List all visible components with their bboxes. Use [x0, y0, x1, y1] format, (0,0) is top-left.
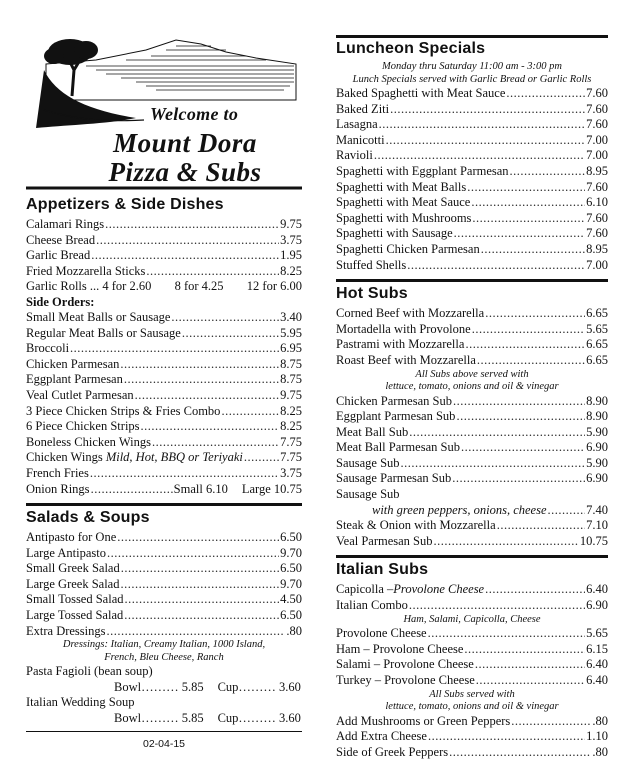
- hot-subs-title: Hot Subs: [336, 285, 408, 303]
- menu-item: Veal Parmesan Sub ..... 10.75: [336, 534, 608, 550]
- salads-title: Salads & Soups: [26, 509, 150, 527]
- menu-item: Sausage Parmesan Sub ..... 6.90: [336, 471, 608, 487]
- chicken-wings-item: Chicken Wings Mild, Hot, BBQ or Teriyaki ..... 7.75: [26, 450, 302, 466]
- menu-item: Sausage Sub ..... 5.90: [336, 456, 608, 472]
- luncheon-title: Luncheon Specials: [336, 40, 486, 57]
- menu-item: French Fries ..... 3.75: [26, 466, 302, 482]
- menu-item: Baked Spaghetti with Meat Sauce ..... 7.60: [336, 86, 608, 102]
- menu-item: Meat Ball Sub ..... 5.90: [336, 425, 608, 441]
- sausage-peppers-name: Sausage Sub: [336, 487, 400, 502]
- menu-item: Roast Beef with Mozzarella ..... 6.65: [336, 353, 608, 369]
- soup-name: Pasta Fagioli (bean soup): [26, 664, 153, 679]
- menu-item: Chicken Parmesan Sub ..... 8.90: [336, 394, 608, 410]
- served-note-2: lettuce, tomato, onions and oil & vinegar: [385, 381, 559, 392]
- menu-item: Small Greek Salad ..... 6.50: [26, 561, 302, 577]
- menu-item: Spaghetti with Sausage ..... 7.60: [336, 226, 608, 242]
- menu-item: Add Mushrooms or Green Peppers ..... .80: [336, 714, 608, 730]
- menu-item: Ham – Provolone Cheese ..... 6.15: [336, 642, 608, 658]
- restaurant-name-line2: Pizza & Subs: [108, 157, 262, 187]
- menu-item: Spaghetti with Mushrooms ..... 7.60: [336, 211, 608, 227]
- date-code: 02-04-15: [142, 737, 186, 750]
- brand-header: [26, 0, 302, 190]
- menu-item: Extra Dressings ..... .80: [26, 624, 302, 640]
- appetizers-section: [26, 196, 302, 497]
- menu-item: Small Tossed Salad ..... 4.50: [26, 592, 302, 608]
- italian-subs-section: [336, 561, 608, 760]
- garlic-rolls-item: Garlic Rolls ... 4 for 2.60 8 for 4.25 12 for 6.00: [26, 279, 302, 294]
- right-column: [336, 0, 608, 760]
- side-orders-label: Side Orders:: [26, 294, 95, 309]
- sausage-peppers-item: with green peppers, onions, cheese ..... 7.40: [336, 503, 608, 519]
- dressings-note-2: French, Bleu Cheese, Ranch: [104, 651, 224, 663]
- served-note-2: lettuce, tomato, onions and oil & vinegar: [385, 701, 559, 712]
- menu-item: Salami – Provolone Cheese ..... 6.40: [336, 657, 608, 673]
- menu-item: Side of Greek Peppers ..... .80: [336, 745, 608, 761]
- appetizers-title: Appetizers & Side Dishes: [26, 196, 224, 213]
- menu-item: Large Antipasto ..... 9.70: [26, 546, 302, 562]
- served-note: All Subs above served with: [415, 368, 529, 380]
- combo-note: Ham, Salami, Capicolla, Cheese: [403, 613, 541, 625]
- menu-item: Turkey – Provolone Cheese ..... 6.40: [336, 673, 608, 689]
- bottom-divider: [26, 731, 302, 732]
- menu-item: Spaghetti with Eggplant Parmesan ..... 8.95: [336, 164, 608, 180]
- welcome-text: Welcome to: [150, 104, 239, 124]
- menu-item: Regular Meat Balls or Sausage ..... 5.95: [26, 326, 302, 342]
- menu-item: Fried Mozzarella Sticks ..... 8.25: [26, 264, 302, 280]
- menu-item: Meat Ball Parmesan Sub ..... 6.90: [336, 440, 608, 456]
- menu-item: Chicken Parmesan ..... 8.75: [26, 357, 302, 373]
- onion-rings-item: Onion Rings ..... Small 6.10 Large 10.75: [26, 482, 302, 498]
- section-divider: [336, 279, 608, 282]
- menu-item: Capicolla – Provolone Cheese ..... 6.40: [336, 582, 608, 598]
- hot-subs-section: [336, 285, 608, 549]
- menu-item: Italian Combo ..... 6.90: [336, 598, 608, 614]
- menu-item: Garlic Bread ..... 1.95: [26, 248, 302, 264]
- menu-item: Antipasto for One ..... 6.50: [26, 530, 302, 546]
- menu-item: Spaghetti Chicken Parmesan ..... 8.95: [336, 242, 608, 258]
- salads-section: [26, 509, 302, 727]
- menu-item: Manicotti ..... 7.00: [336, 133, 608, 149]
- menu-item: Calamari Rings ..... 9.75: [26, 217, 302, 233]
- soup-prices: Bowl……… 5.85 Cup……… 3.60: [114, 711, 301, 726]
- menu-item: Steak & Onion with Mozzarella ..... 7.10: [336, 518, 608, 534]
- restaurant-name-line1: Mount Dora: [113, 128, 257, 158]
- luncheon-hours: Monday thru Saturday 11:00 am - 3:00 pm: [382, 61, 562, 72]
- menu-item: Corned Beef with Mozzarella ..... 6.65: [336, 306, 608, 322]
- menu-item: Provolone Cheese ..... 5.65: [336, 626, 608, 642]
- section-divider: [336, 555, 608, 558]
- menu-item: 3 Piece Chicken Strips & Fries Combo ..... 8.25: [26, 404, 302, 420]
- dressings-note: Dressings: Italian, Creamy Italian, 1000 Island,: [62, 639, 266, 651]
- luncheon-section: [336, 40, 608, 273]
- menu-item: Cheese Bread ..... 3.75: [26, 233, 302, 249]
- left-column: [26, 0, 302, 750]
- menu-item: Eggplant Parmesan Sub ..... 8.90: [336, 409, 608, 425]
- luncheon-note: Lunch Specials served with Garlic Bread or Garlic Rolls: [352, 73, 592, 85]
- served-note: All Subs served with: [429, 688, 515, 700]
- menu-item: Baked Ziti ..... 7.60: [336, 102, 608, 118]
- menu-item: Ravioli ..... 7.00: [336, 148, 608, 164]
- menu-item: 6 Piece Chicken Strips ..... 8.25: [26, 419, 302, 435]
- menu-item: Veal Cutlet Parmesan ..... 9.75: [26, 388, 302, 404]
- menu-item: Lasagna ..... 7.60: [336, 117, 608, 133]
- menu-item: Large Tossed Salad ..... 6.50: [26, 608, 302, 624]
- menu-item: Mortadella with Provolone ..... 5.65: [336, 322, 608, 338]
- menu-item: Eggplant Parmesan ..... 8.75: [26, 372, 302, 388]
- soup-prices: Bowl……… 5.85 Cup……… 3.60: [114, 679, 301, 694]
- menu-item: Pastrami with Mozzarella ..... 6.65: [336, 337, 608, 353]
- section-divider: [26, 503, 302, 506]
- menu-item: Spaghetti with Meat Balls ..... 7.60: [336, 180, 608, 196]
- menu-item: Spaghetti with Meat Sauce ..... 6.10: [336, 195, 608, 211]
- soup-name: Italian Wedding Soup: [26, 695, 135, 710]
- menu-item: Broccoli ..... 6.95: [26, 341, 302, 357]
- menu-item: Stuffed Shells ..... 7.00: [336, 258, 608, 274]
- menu-item: Large Greek Salad ..... 9.70: [26, 577, 302, 593]
- section-divider: [336, 35, 608, 38]
- menu-item: Small Meat Balls or Sausage ..... 3.40: [26, 310, 302, 326]
- italian-subs-title: Italian Subs: [336, 561, 429, 579]
- menu-item: Add Extra Cheese ..... 1.10: [336, 729, 608, 745]
- menu-item: Boneless Chicken Wings ..... 7.75: [26, 435, 302, 451]
